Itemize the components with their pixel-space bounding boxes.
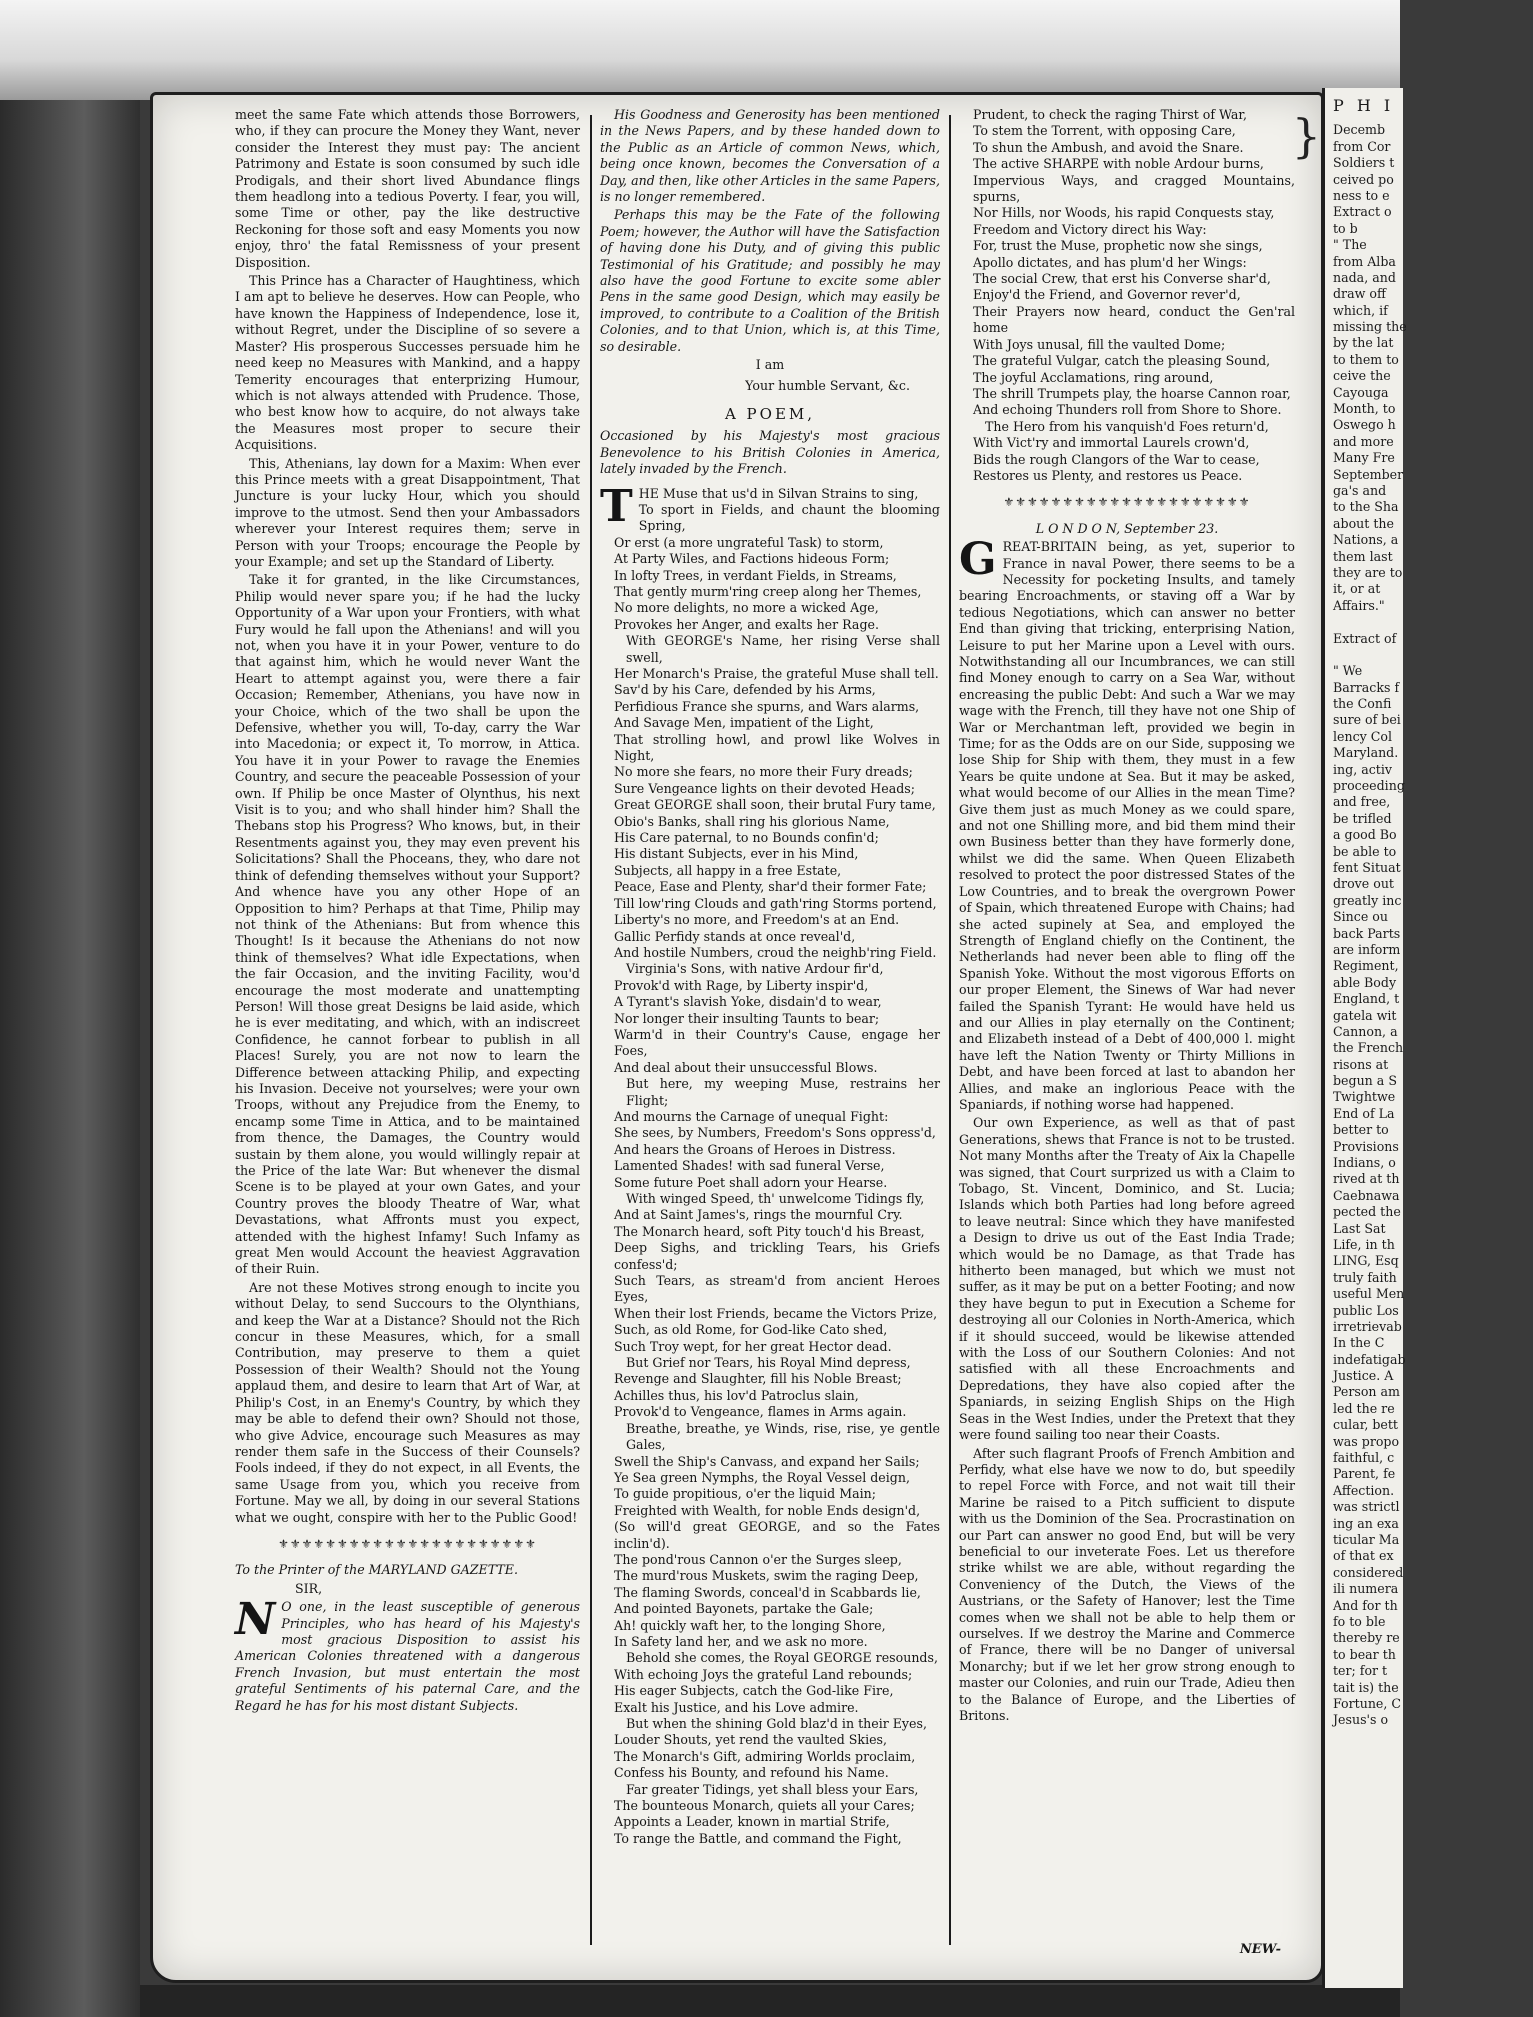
letter-header: To the Printer of the MARYLAND GAZETTE. <box>235 1562 518 1578</box>
adjacent-page-line: led the re <box>1333 1400 1395 1416</box>
poem-line: The shrill Trumpets play, the hoarse Cannon roar, <box>973 385 1291 401</box>
poem-line: Some future Poet shall adorn your Hearse. <box>614 1174 888 1190</box>
adjacent-page-line: Fortune, C <box>1333 1695 1402 1711</box>
poem-line: The grateful Vulgar, catch the pleasing Sound, <box>973 353 1271 369</box>
adjacent-page-line: Last Sat <box>1333 1220 1386 1236</box>
adjacent-page-line: Cayouga <box>1333 384 1389 400</box>
adjacent-page-line: be trifled <box>1333 810 1392 826</box>
adjacent-page-line: ter; for t <box>1333 1663 1388 1679</box>
news-paragraph-text: REAT-BRITAIN being, as yet, superior to France in naval Power, there seems to be a Necessity for pocketing Insults, and tamely bearing Encroachments, or staving off a War by tedious Negotiations, which can answer no better End than giving that tricking, enterprising Nation, Leisure to put her Marine upon a Level with ours. Notwithstanding all our Incumbrances, we can still find Money enough to carry on a Sea War, without encreasing the public Debt: And such a War we may wage with the French, till they have not one Ship of War or Merchantman left, provided we begin in Time; for as the Odds are on our Side, supposing we lose Ship for Ship with them, they must in a few Years be quite undone at Sea. But it may be asked, what would become of our Allies in the mean Time? Give them just as much Money as we could spare, and not one Shilling more, and bid them mind their own Business better than they have formerly done, whilst we did the same. When Queen Elizabeth resolved to protect the poor distressed States of the Low Countries, and to break the overgrown Power of Spain, which threatened Europe with Chains; had she acted supinely at Sea, and employed the Strength of England chiefly on the Continent, the Netherlands had never been able to fling off the Spanish Yoke. Without the most vigorous Efforts on our proper Element, the Sinews of War had never failed the Spanish Tyrant: He would have held us and our Allies in play eternally on the Continent; and Elizabeth instead of a Debt of 400,000 l. might have left the Nation Twenty or Thirty Millions in Debt, and have been forced at last to abandon her Allies, and make an inglorious Peace with the Spaniards, if nothing worse had happened. <box>959 539 1295 1112</box>
adjacent-page-line: In the C <box>1333 1335 1385 1351</box>
poem-line: That strolling howl, and prowl like Wolves in Night, <box>614 731 940 764</box>
adjacent-page-line: to bear th <box>1333 1646 1396 1662</box>
adjacent-page-line: Soldiers t <box>1333 155 1395 171</box>
adjacent-page-line: Extract of <box>1333 630 1397 646</box>
adjacent-page-line: End of La <box>1333 1105 1395 1121</box>
adjacent-page-line: September <box>1333 466 1404 482</box>
adjacent-page-line: Barracks f <box>1333 679 1400 695</box>
poem-line: Freighted with Wealth, for noble Ends design'd, <box>614 1502 921 1518</box>
poem-title: A POEM, <box>724 404 816 423</box>
adjacent-page-line: which, if <box>1333 302 1388 318</box>
catchword: NEW- <box>1239 1942 1281 1957</box>
poem-line: But when the shining Gold blaz'd in their Eyes, <box>626 1716 927 1731</box>
poem-line: Nor Hills, nor Woods, his rapid Conquests stay, <box>973 205 1275 221</box>
adjacent-page-line: Cannon, a <box>1333 1023 1398 1039</box>
poem-line: The pond'rous Cannon o'er the Surges sleep, <box>614 1551 902 1567</box>
news-paragraph <box>959 534 1295 1113</box>
letter-intro <box>235 1594 580 1714</box>
adjacent-page-line: Indians, o <box>1333 1155 1396 1171</box>
col1-paragraph: This Prince has a Character of Haughtiness, which I am apt to believe he deserves. How can People, who have known the Happiness of Independence, lose it, without Regret, under the Discipline of so severe a Master? His prosperous Successes persuade him he need keep no Measures with Mankind, and a happy Temerity encourages that enterprizing Humour, which is not always attended with Prudence. Those, who best know how to acquire, do not always take the Measures most proper to secure their Acquisitions. <box>235 273 580 453</box>
adjacent-page-line: ga's and <box>1333 483 1387 498</box>
poem-line: Exalt his Justice, and his Love admire. <box>614 1699 859 1715</box>
poem-line: Impervious Ways, and cragged Mountains, spurns, <box>973 172 1295 205</box>
adjacent-page-line: pected the <box>1333 1204 1401 1220</box>
column-rule <box>590 115 592 1945</box>
letter-salutation: SIR, <box>295 1580 323 1596</box>
adjacent-page-line: Maryland. <box>1333 745 1399 761</box>
adjacent-page-line: a good Bo <box>1333 827 1397 843</box>
poem-line: At Party Wiles, and Factions hideous Form; <box>614 551 890 567</box>
adjacent-page-line: ness to e <box>1333 187 1390 203</box>
adjacent-page-line: be able to <box>1333 843 1397 859</box>
adjacent-page-heading: P H I <box>1333 96 1395 115</box>
adjacent-page-line: Affection. <box>1333 1482 1395 1498</box>
adjacent-page-line: And for th <box>1333 1597 1398 1613</box>
poem-line: His Care paternal, to no Bounds confin'd; <box>614 830 879 846</box>
adjacent-page-line: Since ou <box>1333 909 1388 925</box>
poem-line: Such Troy wept, for her great Hector dead. <box>614 1338 892 1354</box>
adjacent-page-fragment <box>1322 88 1407 1988</box>
poem-line: Lamented Shades! with sad funeral Verse, <box>614 1158 885 1174</box>
poem-line: Achilles thus, his lov'd Patroclus slain, <box>614 1387 859 1403</box>
poem-line: Nor longer their insulting Taunts to bear; <box>614 1010 880 1026</box>
adjacent-page-line: begun a S <box>1333 1073 1397 1089</box>
col1-paragraph: Take it for granted, in the like Circumstances, Philip would never spare you; if he had the lucky Opportunity of a War upon your Frontiers, with what Fury would he fall upon the Athenians! and will you not, when you have it in your Power, venture to do that against him, which he would never Want the Heart to attempt against you, were there a fair Occasion; Remember, Athenians, you have now in your Choice, which of the two shall be upon the Defensive, whether you will, To-day, carry the War into Macedonia; or expect it, To morrow, in Attica. You have it in your Power to ravage the Enemies Country, and secure the peaceable Possession of your own. If Philip be once Master of Olynthus, his next Visit is to you; and who shall hinder him? Shall the Thebans stop his Progress? Who knows, but, in their Resentments against you, they may even prevent his Solicitations? Shall the Phoceans, they, who dare not think of defending themselves without your Support? And whence have you any other Hope of an Opposition to him? Perhaps at that Time, Philip may not think of the Athenians: But from whence this Thought! Is it because the Athenians do not now think of themselves? What idle Expectations, when the fair Occasion, and the inviting Facility, wou'd encourage the most moderate and unattempting Person! Will those great Designs be laid aside, which he is ever meditating, and which, with an indiscreet Confidence, he cannot forbear to publish in all Places! Surely, you are not now to learn the Difference between attacking Philip, and expecting his Invasion. Deceive not yourselves; were your own Troops, without any Prejudice from the Enemy, to encamp some Time in Attica, and to be maintained from thence, the Damages, the Country would sustain by them alone, you would willingly repair at the Price of the late War: But whenever the dismal Scene is to be played at your own Gates, and your Country proves the bloody Theatre of War, what Devastations, what Affronts must you expect, attended with the highest Infamy! Such Infamy as great Men would Account the heaviest Aggravation of their Ruin. <box>235 572 580 1277</box>
news-paragraph: After such flagrant Proofs of French Ambition and Perfidy, what else have we now to do, but speedily to repel Force with Force, and not wait till their Marine be raised to a Pitch sufficient to dispute with us the Dominion of the Sea. Procrastination on our Part can answer no good End, but will be very beneficial to our inveterate Foes. Let us therefore strike whilst we are able, without regarding the Conveniency of the Dutch, the Views of the Austrians, or the Safety of Hanover; lest the Time comes when we shall not be able to help them or ourselves. If we destroy the Marine and Commerce of France, there will be no Danger of universal Monarchy; but if we let her grow strong enough to master our Colonies, and ruin our Trade, Adieu then to the Balance of Europe, and the Liberties of Britons. <box>959 1445 1295 1723</box>
poem-line: The Monarch's Gift, admiring Worlds proclaim, <box>614 1748 916 1764</box>
poem-line: With echoing Joys the grateful Land rebounds; <box>614 1666 913 1682</box>
poem-subtitle: Occasioned by his Majesty's most gracious Benevolence to his British Colonies in America, lately invaded by the French. <box>600 428 940 477</box>
poem-line: The flaming Swords, conceal'd in Scabbards lie, <box>614 1584 921 1600</box>
adjacent-page-line: the Confi <box>1333 696 1392 712</box>
poem-line: To sport in Fields, and chaunt the blooming Spring, <box>638 501 940 534</box>
letter-closing: I am <box>755 357 785 373</box>
adjacent-page-line: are inform <box>1333 941 1401 957</box>
poem-line: To range the Battle, and command the Fight, <box>614 1830 902 1846</box>
adjacent-page-line: to b <box>1333 220 1358 236</box>
adjacent-page-line: truly faith <box>1333 1269 1397 1285</box>
adjacent-page-line: Many Fre <box>1333 450 1395 466</box>
poem-line: And deal about their unsuccessful Blows. <box>614 1059 878 1075</box>
adjacent-page-line: Nations, a <box>1333 532 1399 548</box>
poem-line: With GEORGE's Name, her rising Verse shall swell, <box>626 633 940 665</box>
poem-line: And mourns the Carnage of unequal Fight: <box>614 1108 889 1124</box>
poem-line: Behold she comes, the Royal GEORGE resounds, <box>626 1650 938 1666</box>
adjacent-page-line: lency Col <box>1333 728 1393 744</box>
adjacent-page-line: of that ex <box>1333 1548 1394 1564</box>
poem-line: HE Muse that us'd in Silvan Strains to sing, <box>638 485 919 501</box>
poem-line: Revenge and Slaughter, fill his Noble Breast; <box>614 1371 902 1387</box>
adjacent-page-line: about the <box>1333 515 1394 531</box>
poem-line: Gallic Perfidy stands at once reveal'd, <box>614 928 856 944</box>
adjacent-page-line: Provisions <box>1333 1138 1399 1154</box>
adjacent-page-line: rived at th <box>1333 1171 1400 1187</box>
adjacent-page-line: ing, activ <box>1333 761 1392 777</box>
poem-line: Liberty's no more, and Freedom's at an End. <box>614 912 900 928</box>
poem-line: Restores us Plenty, and restores us Peace. <box>973 467 1243 483</box>
poem-line: The Hero from his vanquish'd Foes return'd, <box>985 418 1269 434</box>
poem-line: Appoints a Leader, known in martial Strife, <box>614 1814 890 1830</box>
column-3 <box>959 107 1321 1967</box>
adjacent-page-line: to the Sha <box>1333 499 1399 515</box>
poem-line: No more she fears, no more their Fury dreads; <box>614 764 913 780</box>
poem-line: The murd'rous Muskets, swim the raging Deep, <box>614 1568 919 1584</box>
column-2 <box>600 107 940 1967</box>
poem-line: Ah! quickly waft her, to the longing Shore, <box>614 1617 886 1633</box>
poem-line: Swell the Ship's Canvass, and expand her Sails; <box>614 1453 920 1469</box>
ornament-divider: ⚜⚜⚜⚜⚜⚜⚜⚜⚜⚜⚜⚜⚜⚜⚜⚜⚜⚜⚜⚜⚜ <box>1003 495 1251 510</box>
letter-signature: Your humble Servant, &c. <box>745 377 910 393</box>
poem-line: The Monarch heard, soft Pity touch'd his Breast, <box>614 1223 925 1239</box>
poem-line: Confess his Bounty, and refound his Name. <box>614 1765 889 1781</box>
poem-line: Sav'd by his Care, defended by his Arms, <box>614 682 876 698</box>
adjacent-page-line: Month, to <box>1333 401 1396 417</box>
scan-left-margin <box>0 100 140 2017</box>
poem-continuation <box>959 107 1321 484</box>
ornament-divider: ⚜⚜⚜⚜⚜⚜⚜⚜⚜⚜⚜⚜⚜⚜⚜⚜⚜⚜⚜⚜⚜⚜ <box>278 1536 537 1551</box>
poem-line: The bounteous Monarch, quiets all your Cares; <box>614 1798 915 1814</box>
adjacent-page-line: cular, bett <box>1333 1417 1398 1433</box>
poem-line: Virginia's Sons, with native Ardour fir'd, <box>626 961 884 977</box>
poem-line: Her Monarch's Praise, the grateful Muse shall tell. <box>614 666 939 681</box>
poem-line: With Vict'ry and immortal Laurels crown'd, <box>973 435 1250 451</box>
poem-line: No more delights, no more a wicked Age, <box>614 600 879 616</box>
poem-line: Provok'd to Vengeance, flames in Arms again. <box>614 1404 907 1420</box>
adjacent-page-line: thereby re <box>1333 1630 1400 1646</box>
poem-line: And pointed Bayonets, partake the Gale; <box>614 1601 874 1617</box>
adjacent-page-line: and more <box>1333 433 1394 449</box>
adjacent-page-line: Justice. A <box>1333 1368 1394 1384</box>
brace-mark: } <box>1291 109 1321 163</box>
col1-paragraph: This, Athenians, lay down for a Maxim: When ever this Prince meets with a great Disappointment, That Juncture is your lucky Hour, which you should improve to the utmost. Send then your Ambassadors wherever your Interest requires them; serve in Person with your Troops; encourage the People by your Example; and set up the Standard of Liberty. <box>235 455 580 569</box>
poem-line: The joyful Acclamations, ring around, <box>973 369 1214 385</box>
poem-line: And at Saint James's, rings the mournful Cry. <box>614 1207 903 1223</box>
col1-paragraph: meet the same Fate which attends those Borrowers, who, if they can procure the Money they Want, never consider the Interest they must pay: The ancient Patrimony and Estate is soon consumed by such idle Prodigals, and their short lived Abundance flings them headlong into a tedious Poverty. I fear, you will, some Time or other, pay the like destructive Reckoning for those soft and easy Moments you now enjoy, thro' the fatal Remissness of your present Disposition. <box>235 107 580 270</box>
poem-drop-cap: T <box>600 480 633 532</box>
adjacent-page-line: Caebnawa <box>1333 1187 1400 1203</box>
adjacent-page-line: gatela wit <box>1333 1007 1397 1023</box>
news-dateline: L O N D O N, September 23. <box>1035 520 1219 536</box>
poem-line: To shun the Ambush, and avoid the Snare. <box>973 139 1244 155</box>
poem-line: When their lost Friends, became the Victors Prize, <box>614 1305 938 1321</box>
adjacent-page-line: able Body <box>1333 974 1397 990</box>
newspaper-page <box>150 92 1324 1983</box>
poem-line: And echoing Thunders roll from Shore to Shore. <box>973 402 1282 418</box>
adjacent-page-line: from Alba <box>1333 253 1396 269</box>
poem-line: The social Crew, that erst his Converse shar'd, <box>973 271 1271 287</box>
poem-line: Subjects, all happy in a free Estate, <box>614 862 842 878</box>
adjacent-page-line: tait is) the <box>1333 1679 1399 1695</box>
adjacent-page-line: Extract o <box>1333 204 1392 220</box>
poem-line: And hears the Groans of Heroes in Distress. <box>614 1141 896 1157</box>
adjacent-page-line: ceived po <box>1333 171 1394 187</box>
poem-line: Provokes her Anger, and exalts her Rage. <box>614 616 879 632</box>
adjacent-page-line: better to <box>1333 1122 1389 1138</box>
adjacent-page-text <box>1333 98 1533 1729</box>
poem-line: And hostile Numbers, croud the neighb'ring Field. <box>614 944 937 960</box>
adjacent-page-line: indefatigab <box>1333 1351 1406 1367</box>
poem-line: His distant Subjects, ever in his Mind, <box>614 846 859 862</box>
column-1 <box>235 107 580 1967</box>
adjacent-page-line: Parent, fe <box>1333 1466 1396 1482</box>
poem-line: With winged Speed, th' unwelcome Tidings fly, <box>626 1191 925 1206</box>
poem-line: Apollo dictates, and has plum'd her Wings: <box>973 254 1247 270</box>
adjacent-page-line: Jesus's o <box>1333 1712 1389 1728</box>
poem-line: Or erst (a more ungrateful Task) to storm, <box>614 534 884 550</box>
letter-intro-text: O one, in the least susceptible of generous Principles, who has heard of his Majesty's most gracious Disposition to assist his American Colonies threatened with a dangerous French Invasion, but must entertain the most grateful Sentiments of his paternal Care, and the Regard he has for his most distant Subjects. <box>235 1599 580 1713</box>
adjacent-page-line: drove out <box>1333 876 1394 892</box>
poem-line: In lofty Trees, in verdant Fields, in Streams, <box>614 567 897 583</box>
poem-line: Sure Vengeance lights on their devoted Heads; <box>614 780 915 796</box>
adjacent-page-line: and free, <box>1333 794 1391 810</box>
adjacent-page-line: useful Men <box>1333 1286 1405 1302</box>
poem-line: Prudent, to check the raging Thirst of War, <box>973 107 1247 122</box>
poem-line: Warm'd in their Country's Cause, engage her Foes, <box>614 1026 940 1059</box>
poem-line: Enjoy'd the Friend, and Governor rever'd, <box>973 287 1241 303</box>
news-drop-cap: G <box>959 534 997 586</box>
drop-cap: N <box>235 1594 276 1646</box>
adjacent-page-line: ing an exa <box>1333 1515 1399 1531</box>
poem-line: His eager Subjects, catch the God-like Fire, <box>614 1683 894 1699</box>
poem-line: But here, my weeping Muse, restrains her Flight; <box>626 1076 940 1108</box>
adjacent-page-line: proceeding <box>1333 778 1405 794</box>
adjacent-page-line: draw off <box>1333 286 1386 302</box>
adjacent-page-line: the French <box>1333 1040 1404 1056</box>
poem-line: (So will'd great GEORGE, and so the Fates inclin'd). <box>614 1519 940 1551</box>
poem-line: Louder Shouts, yet rend the vaulted Skies, <box>614 1732 888 1748</box>
adjacent-page-line: risons at <box>1333 1056 1389 1072</box>
adjacent-page-line: fent Situat <box>1333 859 1401 875</box>
poem-line: Peace, Ease and Plenty, shar'd their former Fate; <box>614 879 927 895</box>
adjacent-page-line: they are to <box>1333 564 1403 580</box>
adjacent-page-line: Oswego h <box>1333 417 1396 433</box>
poem-line: In Safety land her, and we ask no more. <box>614 1633 868 1649</box>
poem-line: Obio's Banks, shall ring his glorious Name, <box>614 813 890 829</box>
adjacent-page-line: to them to <box>1333 351 1399 367</box>
adjacent-page-line: " We <box>1333 663 1363 679</box>
poem-line: The active SHARPE with noble Ardour burns, <box>973 156 1264 172</box>
poem-line: A Tyrant's slavish Yoke, disdain'd to wear, <box>614 994 882 1010</box>
poem-line: Provok'd with Rage, by Liberty inspir'd, <box>614 977 869 993</box>
poem-line: Bids the rough Clangors of the War to cease, <box>973 451 1260 467</box>
adjacent-page-line: back Parts <box>1333 925 1401 941</box>
adjacent-page-line <box>1333 647 1533 663</box>
letter-continuation: His Goodness and Generosity has been mentioned in the News Papers, and by these handed down to the Public as an Article of common News, which, being once known, becomes the Conversation of a Day, and then, like other Articles in the same Papers, is no longer remembered. <box>600 107 940 205</box>
poem-line: With Joys unusal, fill the vaulted Dome; <box>973 336 1226 352</box>
adjacent-page-line: Regiment, <box>1333 958 1399 974</box>
poem-line: Breathe, breathe, ye Winds, rise, rise, ye gentle Gales, <box>626 1420 940 1453</box>
poem-line: Great GEORGE shall soon, their brutal Fury tame, <box>614 797 936 813</box>
poem-line: Such Tears, as stream'd from ancient Heroes Eyes, <box>614 1273 940 1305</box>
adjacent-page-line: ticular Ma <box>1333 1532 1400 1547</box>
poem-line: That gently murm'ring creep along her Themes, <box>614 583 922 599</box>
news-paragraph: Our own Experience, as well as that of past Generations, shews that France is not to be trusted. Not many Months after the Treaty of Aix la Chapelle was signed, that Court surprized us with a Claim to Tobago, St. Vincent, Dominico, and St. Lucia; Islands which both Parties had long before agreed to leave neutral: Since which they have manifested a Design to drive us out of the East India Trade; which would be no Damage, as that Trade has hitherto been managed, but which we must not suffer, as it may be put on a better Footing; and now they have begun to put in Execution a Scheme for destroying all our Colonies in North-America, which if it should succeed, would be likewise attended with the Loss of our Southern Colonies: And not satisfied with all these Encroachments and Depredations, they have also copied after the Spaniards, in seizing English Ships on the High Seas in the West Indies, under the Pretext that they were found sailing too near their Coasts. <box>959 1115 1295 1443</box>
adjacent-page-line: " The <box>1333 237 1367 253</box>
poem-lines <box>600 480 940 1848</box>
poem-line: Ye Sea green Nymphs, the Royal Vessel deign, <box>614 1469 910 1485</box>
poem-line: But Grief nor Tears, his Royal Mind depress, <box>626 1355 911 1371</box>
adjacent-page-line: sure of bei <box>1333 712 1401 728</box>
adjacent-page-line: from Cor <box>1333 138 1391 154</box>
poem-line: To guide propitious, o'er the liquid Main; <box>614 1486 876 1502</box>
adjacent-page-line: ceive the <box>1333 368 1391 384</box>
poem <box>600 480 940 1848</box>
adjacent-page-line: greatly inc <box>1333 892 1402 908</box>
adjacent-page-line: fo to ble <box>1333 1613 1386 1629</box>
poem-line: To stem the Torrent, with opposing Care, <box>973 123 1236 139</box>
poem-line: Freedom and Victory direct his Way: <box>973 221 1207 237</box>
scan-bottom-margin <box>140 1985 1400 2017</box>
adjacent-page-line: Affairs." <box>1333 597 1385 613</box>
adjacent-page-line: public Los <box>1333 1302 1399 1318</box>
adjacent-page-line: nada, and <box>1333 269 1396 285</box>
adjacent-page-line: England, t <box>1333 991 1400 1007</box>
col1-paragraph: Are not these Motives strong enough to incite you without Delay, to send Succours to the Olynthians, and keep the War at a Distance? Should not the Rich concur in these Measures, which, for a small Contribution, may preserve to them a quiet Possession of their Wealth? Should not the Young applaud them, and desire to learn that Art of War, at Philip's Cost, in an Enemy's Country, by which they may be able to defend their own? Should not those, who give Advice, encourage such Measures as may render them safe in the Success of their Counsels? Fools indeed, if they do not expect, in all Events, the same Usage from you, which you receive from Fortune. May we all, by doing in our several Stations what we ought, conspire with her to the Public Good! <box>235 1279 580 1525</box>
poem-line: And Savage Men, impatient of the Light, <box>614 715 874 731</box>
adjacent-page-line: ili numera <box>1333 1581 1399 1597</box>
adjacent-page-line: Decemb <box>1333 122 1386 138</box>
scan-top-margin <box>0 0 1400 100</box>
poem-line: Their Prayers now heard, conduct the Gen'ral home <box>973 303 1295 336</box>
adjacent-page-line: Person am <box>1333 1384 1400 1400</box>
adjacent-page-line: Twightwe <box>1333 1089 1396 1105</box>
poem-line: Such, as old Rome, for God-like Cato shed, <box>614 1322 888 1338</box>
poem-line: Till low'ring Clouds and gath'ring Storms portend, <box>614 895 937 911</box>
column-rule <box>949 115 951 1945</box>
adjacent-page-line: them last <box>1333 548 1393 564</box>
adjacent-page-line: irretrievab <box>1333 1318 1402 1334</box>
page-content <box>235 107 1321 1967</box>
adjacent-page-line: missing the <box>1333 319 1407 335</box>
adjacent-page-line: was propo <box>1333 1433 1400 1449</box>
adjacent-page-line: was strictl <box>1333 1499 1400 1515</box>
adjacent-page-line: LING, Esq <box>1333 1253 1399 1269</box>
adjacent-page-line: considered <box>1333 1564 1404 1580</box>
letter-continuation: Perhaps this may be the Fate of the following Poem; however, the Author will have the Satisfaction of having done his Duty, and of giving this public Testimonial of his Gratitude; and possibly he may also have the good Fortune to excite some abler Pens in the same good Design, which may easily be improved, to contribute to a Coalition of the British Colonies, and to that Union, which is, at this Time, so desirable. <box>600 207 940 354</box>
adjacent-page-line <box>1333 614 1533 630</box>
adjacent-page-line: faithful, c <box>1333 1450 1395 1466</box>
adjacent-page-line: it, or at <box>1333 581 1381 597</box>
poem-line: Deep Sighs, and trickling Tears, his Griefs confess'd; <box>614 1240 940 1272</box>
adjacent-page-line: Life, in th <box>1333 1236 1395 1252</box>
poem-lines <box>959 107 1295 484</box>
poem-line: Perfidious France she spurns, and Wars alarms, <box>614 698 920 714</box>
poem-line: For, trust the Muse, prophetic now she sings, <box>973 238 1263 254</box>
poem-line: Far greater Tidings, yet shall bless your Ears, <box>626 1781 919 1797</box>
adjacent-page-line: by the lat <box>1333 335 1394 351</box>
poem-line: She sees, by Numbers, Freedom's Sons oppress'd, <box>614 1125 936 1141</box>
